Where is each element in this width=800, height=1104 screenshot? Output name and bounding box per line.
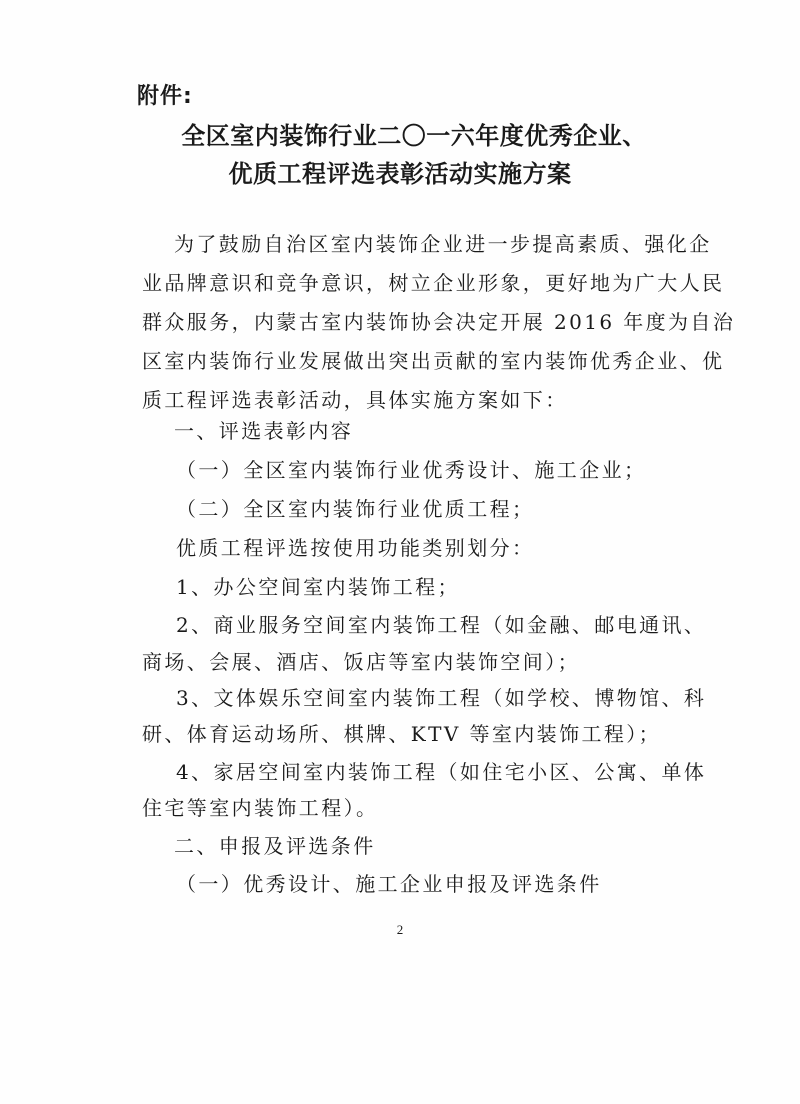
list-item: 1、办公空间室内装饰工程； <box>176 575 460 599</box>
list-item: 优质工程评选按使用功能类别划分： <box>176 536 535 560</box>
body-paragraph-line: 为了鼓励自治区室内装饰企业进一步提高素质、强化企 <box>174 232 712 256</box>
list-item-continuation: 商场、会展、酒店、饭店等室内装饰空间）； <box>142 650 580 674</box>
list-item: 4、家居空间室内装饰工程（如住宅小区、公寓、单体 <box>176 760 707 784</box>
page-number: 2 <box>396 922 404 937</box>
section-heading-1: 一、评选表彰内容 <box>174 419 354 443</box>
body-paragraph-line: 业品牌意识和竞争意识，树立企业形象，更好地为广大人民 <box>142 271 725 295</box>
attachment-label: 附件: <box>137 84 193 109</box>
body-paragraph-line: 区室内装饰行业发展做出突出贡献的室内装饰优秀企业、优 <box>142 349 725 373</box>
body-paragraph-line: 群众服务，内蒙古室内装饰协会决定开展 2016 年度为自治 <box>142 310 736 334</box>
list-item: 2、商业服务空间室内装饰工程（如金融、邮电通讯、 <box>176 613 707 637</box>
subsection-heading: （一）优秀设计、施工企业申报及评选条件 <box>176 872 602 896</box>
section-heading-2: 二、申报及评选条件 <box>174 834 376 858</box>
list-item: （二）全区室内装饰行业优质工程； <box>176 497 535 521</box>
list-item-continuation: 研、体育运动场所、棋牌、KTV 等室内装饰工程）； <box>142 722 662 746</box>
list-item: （一）全区室内装饰行业优秀设计、施工企业； <box>176 458 647 482</box>
document-title-line-2: 优质工程评选表彰活动实施方案 <box>228 160 572 188</box>
body-paragraph-line: 质工程评选表彰活动，具体实施方案如下： <box>142 388 568 412</box>
list-item: 3、文体娱乐空间室内装饰工程（如学校、博物馆、科 <box>176 686 707 710</box>
document-title-line-1: 全区室内装饰行业二〇一六年度优秀企业、 <box>181 122 647 150</box>
list-item-continuation: 住宅等室内装饰工程）。 <box>142 796 379 820</box>
